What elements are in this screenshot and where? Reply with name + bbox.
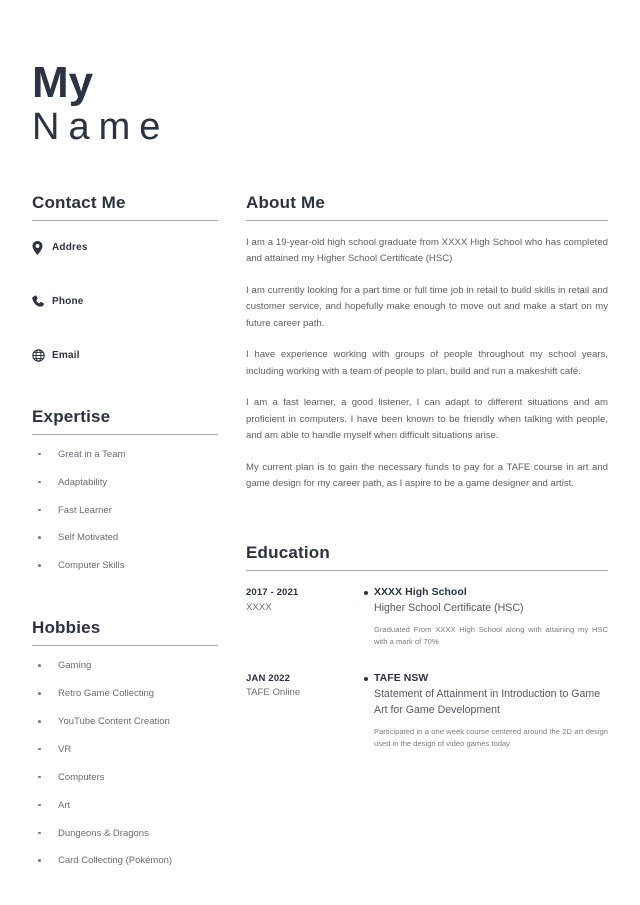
list-item: Computers: [32, 772, 218, 783]
first-name: My: [32, 58, 94, 107]
list-item: Dungeons & Dragons: [32, 828, 218, 839]
list-item: Retro Game Collecting: [32, 688, 218, 699]
about-paragraph: I have experience working with groups of people throughout my school years, including working with a team of people to plan, build and run a makeshift café.: [246, 349, 608, 377]
last-name: Name: [32, 106, 170, 149]
education-description: Participated in a one week course centered around the 2D art design used in the design of video games today: [374, 726, 608, 748]
education-entry: [246, 671, 608, 751]
spacer: [32, 373, 218, 407]
education-heading: Education: [246, 542, 330, 562]
about-section: [246, 193, 608, 493]
masthead: [32, 0, 608, 193]
education-section: [246, 543, 608, 750]
map-pin-icon: [32, 241, 52, 255]
contact-heading: Contact Me: [32, 192, 126, 212]
contact-item-address[interactable]: [32, 235, 218, 261]
education-body: [374, 585, 608, 649]
list-item: VR: [32, 744, 218, 755]
spacer: [246, 497, 608, 543]
education-dates: [246, 671, 358, 702]
contact-item-phone[interactable]: [32, 289, 218, 315]
education-dates: [246, 585, 358, 616]
education-body: [374, 671, 608, 751]
list-item: Adaptability: [32, 477, 218, 488]
list-item: Great in a Team: [32, 449, 218, 460]
contact-section: [32, 193, 218, 369]
list-item: YouTube Content Creation: [32, 716, 218, 727]
education-title: XXXX High School: [374, 586, 467, 598]
education-description: Graduated From XXXX High School along with attaining my HSC with a mark of 70%: [374, 625, 608, 647]
expertise-divider: [32, 434, 218, 435]
education-entry: [246, 585, 608, 649]
about-paragraph: I am a fast learner, a good listener, I can adapt to different situations and am proficient in computers. I have been known to be friendly when talking with people, and am able to handle myself when difficult situations arise.: [246, 397, 608, 442]
education-bullet-marker: [358, 671, 374, 682]
about-paragraph: My current plan is to gain the necessary funds to pay for a TAFE course in art and game design for my career path, as I aspire to be a game designer and artist.: [246, 461, 608, 490]
list-item: Computer Skills: [32, 560, 218, 571]
bullet-dot-icon: [364, 591, 369, 596]
expertise-heading: Expertise: [32, 406, 111, 426]
hobbies-divider: [32, 645, 218, 646]
expertise-section: [32, 407, 218, 572]
hobbies-section: [32, 618, 218, 867]
contact-divider: [32, 220, 218, 221]
contact-label-address: Addres: [52, 242, 88, 254]
about-divider: [246, 220, 608, 221]
list-item: Gaming: [32, 660, 218, 671]
about-heading: About Me: [246, 192, 326, 212]
phone-icon: [32, 295, 52, 308]
about-paragraph: I am a 19-year-old high school graduate from XXXX High School who has completed and attained my Higher School Certificate (HSC): [246, 236, 608, 265]
contact-item-email[interactable]: [32, 343, 218, 369]
expertise-list: [32, 449, 218, 572]
contact-label-email: Email: [52, 350, 80, 362]
list-item: Self Motivated: [32, 532, 218, 543]
education-place: XXXX: [246, 601, 272, 613]
left-column: [32, 193, 218, 884]
education-subtitle: Statement of Attainment in Introduction to Game Art for Game Development: [374, 688, 601, 716]
about-paragraph: I am currently looking for a part time or full time job in retail to build skills in retail and customer service, and hopefully make enough to move out and make a start on my future career path.: [246, 284, 608, 329]
education-title: TAFE NSW: [374, 672, 429, 684]
education-date: 2017 - 2021: [246, 586, 299, 598]
bullet-dot-icon: [364, 677, 369, 682]
education-bullet-marker: [358, 585, 374, 596]
education-divider: [246, 570, 608, 571]
education-date: JAN 2022: [246, 672, 290, 684]
contact-label-phone: Phone: [52, 296, 84, 308]
content-columns: [32, 193, 608, 884]
list-item: Card Collecting (Pokémon): [32, 855, 218, 866]
education-subtitle: Higher School Certificate (HSC): [374, 602, 524, 615]
hobbies-heading: Hobbies: [32, 618, 101, 638]
education-place: TAFE Online: [246, 687, 301, 699]
globe-icon: [32, 349, 52, 362]
list-item: Fast Learner: [32, 505, 218, 516]
spacer: [32, 588, 218, 618]
hobbies-list: [32, 660, 218, 867]
list-item: Art: [32, 800, 218, 811]
right-column: [218, 193, 608, 772]
